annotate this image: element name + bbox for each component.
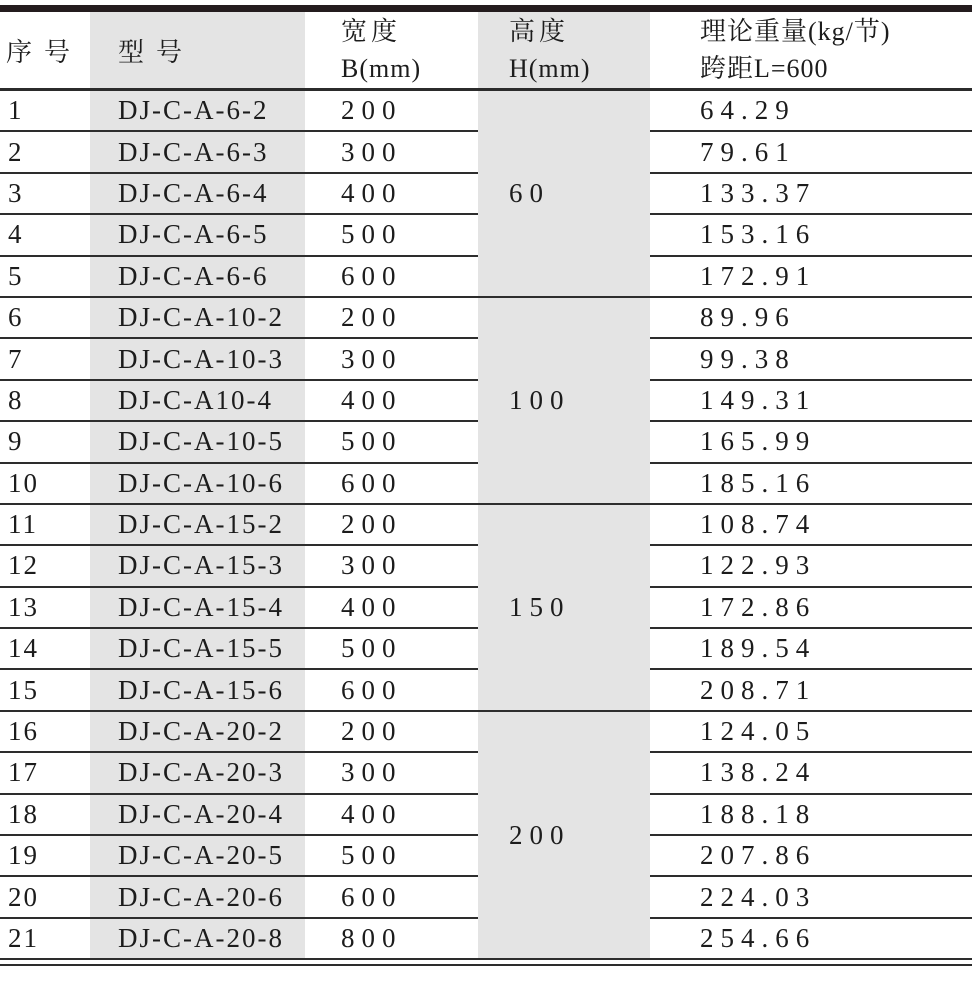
width-cell: 600 — [305, 463, 478, 504]
model-cell: DJ-C-A-20-4 — [90, 794, 305, 835]
weight-cell: 185.16 — [650, 463, 972, 504]
weight-cell: 138.24 — [650, 752, 972, 793]
model-cell: DJ-C-A-6-3 — [90, 131, 305, 172]
height-cell: 200 — [478, 711, 650, 959]
model-cell: DJ-C-A-15-6 — [90, 669, 305, 710]
weight-cell: 108.74 — [650, 504, 972, 545]
table-row — [0, 297, 972, 338]
serial-cell: 10 — [0, 463, 90, 504]
header-height — [478, 12, 650, 90]
weight-cell: 133.37 — [650, 173, 972, 214]
model-cell: DJ-C-A-6-4 — [90, 173, 305, 214]
width-cell: 400 — [305, 794, 478, 835]
model-cell: DJ-C-A-6-5 — [90, 214, 305, 255]
model-cell: DJ-C-A-20-8 — [90, 918, 305, 959]
weight-cell: 172.91 — [650, 256, 972, 297]
serial-cell: 1 — [0, 90, 90, 132]
width-cell: 300 — [305, 131, 478, 172]
width-cell: 300 — [305, 752, 478, 793]
model-cell: DJ-C-A-10-6 — [90, 463, 305, 504]
model-cell: DJ-C-A10-4 — [90, 380, 305, 421]
weight-cell: 89.96 — [650, 297, 972, 338]
weight-cell: 188.18 — [650, 794, 972, 835]
weight-cell: 165.99 — [650, 421, 972, 462]
width-cell: 400 — [305, 380, 478, 421]
model-cell: DJ-C-A-20-6 — [90, 876, 305, 917]
header-row — [0, 12, 972, 90]
serial-cell: 15 — [0, 669, 90, 710]
weight-cell: 149.31 — [650, 380, 972, 421]
serial-cell: 4 — [0, 214, 90, 255]
model-cell: DJ-C-A-10-2 — [90, 297, 305, 338]
header-height-unit: H(mm) — [509, 54, 591, 83]
serial-cell: 5 — [0, 256, 90, 297]
cable-tray-spec-table — [0, 12, 972, 960]
model-cell: DJ-C-A-6-6 — [90, 256, 305, 297]
weight-cell: 64.29 — [650, 90, 972, 132]
width-cell: 600 — [305, 256, 478, 297]
weight-cell: 207.86 — [650, 835, 972, 876]
weight-cell: 189.54 — [650, 628, 972, 669]
header-weight-span: 跨距L=600 — [700, 54, 829, 83]
serial-cell: 16 — [0, 711, 90, 752]
height-cell: 150 — [478, 504, 650, 711]
header-serial: 序号 — [0, 12, 90, 90]
width-cell: 400 — [305, 173, 478, 214]
serial-cell: 21 — [0, 918, 90, 959]
header-weight — [650, 12, 972, 90]
serial-cell: 8 — [0, 380, 90, 421]
serial-cell: 14 — [0, 628, 90, 669]
width-cell: 200 — [305, 297, 478, 338]
serial-cell: 17 — [0, 752, 90, 793]
weight-cell: 122.93 — [650, 545, 972, 586]
width-cell: 300 — [305, 338, 478, 379]
width-cell: 600 — [305, 669, 478, 710]
model-cell: DJ-C-A-15-4 — [90, 587, 305, 628]
serial-cell: 2 — [0, 131, 90, 172]
weight-cell: 254.66 — [650, 918, 972, 959]
width-cell: 500 — [305, 835, 478, 876]
model-cell: DJ-C-A-20-5 — [90, 835, 305, 876]
table-body — [0, 90, 972, 960]
header-height-label: 高度 — [509, 17, 570, 46]
header-weight-label: 理论重量(kg/节) — [700, 17, 891, 46]
serial-cell: 19 — [0, 835, 90, 876]
width-cell: 200 — [305, 90, 478, 132]
weight-cell: 99.38 — [650, 338, 972, 379]
width-cell: 300 — [305, 545, 478, 586]
table-row — [0, 504, 972, 545]
serial-cell: 3 — [0, 173, 90, 214]
bottom-rule-divider — [0, 964, 972, 966]
width-cell: 500 — [305, 421, 478, 462]
height-cell: 100 — [478, 297, 650, 504]
table-row — [0, 90, 972, 132]
model-cell: DJ-C-A-15-2 — [90, 504, 305, 545]
serial-cell: 9 — [0, 421, 90, 462]
weight-cell: 172.86 — [650, 587, 972, 628]
model-cell: DJ-C-A-6-2 — [90, 90, 305, 132]
model-cell: DJ-C-A-15-5 — [90, 628, 305, 669]
model-cell: DJ-C-A-10-3 — [90, 338, 305, 379]
serial-cell: 12 — [0, 545, 90, 586]
weight-cell: 79.61 — [650, 131, 972, 172]
serial-cell: 13 — [0, 587, 90, 628]
height-cell: 60 — [478, 90, 650, 297]
header-width-unit: B(mm) — [341, 54, 422, 83]
model-cell: DJ-C-A-20-2 — [90, 711, 305, 752]
width-cell: 200 — [305, 711, 478, 752]
model-cell: DJ-C-A-10-5 — [90, 421, 305, 462]
serial-cell: 20 — [0, 876, 90, 917]
serial-cell: 7 — [0, 338, 90, 379]
weight-cell: 124.05 — [650, 711, 972, 752]
header-model: 型号 — [90, 12, 305, 90]
serial-cell: 11 — [0, 504, 90, 545]
width-cell: 600 — [305, 876, 478, 917]
table-row — [0, 711, 972, 752]
width-cell: 400 — [305, 587, 478, 628]
width-cell: 500 — [305, 214, 478, 255]
weight-cell: 153.16 — [650, 214, 972, 255]
width-cell: 500 — [305, 628, 478, 669]
top-rule-divider — [0, 5, 972, 12]
header-width-label: 宽度 — [341, 17, 402, 46]
serial-cell: 6 — [0, 297, 90, 338]
width-cell: 200 — [305, 504, 478, 545]
weight-cell: 224.03 — [650, 876, 972, 917]
weight-cell: 208.71 — [650, 669, 972, 710]
model-cell: DJ-C-A-15-3 — [90, 545, 305, 586]
model-cell: DJ-C-A-20-3 — [90, 752, 305, 793]
serial-cell: 18 — [0, 794, 90, 835]
width-cell: 800 — [305, 918, 478, 959]
header-width — [305, 12, 478, 90]
table-header — [0, 12, 972, 90]
